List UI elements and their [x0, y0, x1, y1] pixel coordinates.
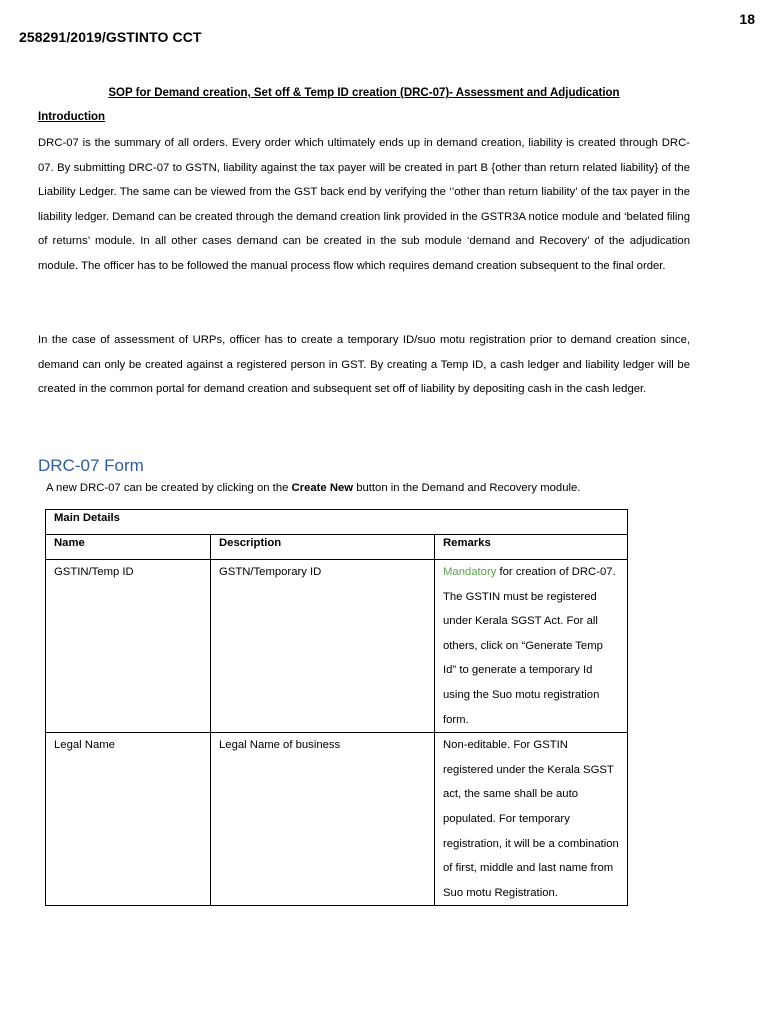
section-intro-after: button in the Demand and Recovery module. [353, 482, 581, 494]
page-number: 18 [739, 11, 755, 27]
introduction-heading: Introduction [38, 111, 106, 123]
column-header-remarks: Remarks [435, 535, 628, 560]
row-name-cell: Legal Name [46, 733, 211, 906]
main-details-table [45, 509, 628, 906]
remarks-text: for creation of DRC-07. The GSTIN must be registered under Kerala SGST Act. For all others, click on “Generate Temp Id” to generate a temporary Id using the Suo motu registration form. [443, 566, 616, 726]
row-description-cell: GSTN/Temporary ID [211, 560, 435, 733]
section-intro-before: A new DRC-07 can be created by clicking on the [46, 482, 292, 494]
introduction-paragraph-1: DRC-07 is the summary of all orders. Every order which ultimately ends up in demand creation, liability is created through DRC-07. By submitting DRC-07 to GSTN, liability against the tax payer will be created in part B {other than return related liability} of the Liability Ledger. The same can be viewed from the GST back end by verifying the ‘’other than return liability’ of the tax payer in the liability ledger. Demand can be created through the demand creation link provided in the GSTR3A notice module and ‘belated filing of returns’ module. In all other cases demand can be created in the sub module ‘demand and Recovery’ of the adjudication module. The officer has to be followed the manual process flow which requires demand creation subsequent to the final order. [38, 137, 690, 272]
column-header-description: Description [211, 535, 435, 560]
row-description-cell: Legal Name of business [211, 733, 435, 906]
file-reference: 258291/2019/GSTINTO CCT [19, 29, 202, 45]
column-header-name: Name [46, 535, 211, 560]
section-intro [46, 482, 580, 494]
table-row [46, 560, 628, 733]
create-new-label: Create New [291, 482, 354, 494]
mandatory-label: Mandatory [443, 566, 497, 578]
introduction-paragraph-2: In the case of assessment of URPs, officer has to create a temporary ID/suo motu registration prior to demand creation since, demand can only be created against a registered person in GST. By creating a Temp ID, a cash ledger and liability ledger will be created in the common portal for demand creation and subsequent set off of liability by depositing cash in the cash ledger. [38, 334, 690, 396]
document-title: SOP for Demand creation, Set off & Temp ID creation (DRC-07)- Assessment and Adjudication [108, 87, 620, 99]
row-remarks-cell [435, 733, 628, 906]
table-main-header: Main Details [46, 510, 628, 535]
section-heading: DRC-07 Form [38, 456, 144, 475]
remarks-text: Non-editable. For GSTIN registered under the Kerala SGST act, the same shall be auto populated. For temporary registration, it will be a combination of first, middle and last name from Suo motu Registration. [443, 739, 619, 899]
row-name-cell: GSTIN/Temp ID [46, 560, 211, 733]
table-row [46, 733, 628, 906]
row-remarks-cell [435, 560, 628, 733]
